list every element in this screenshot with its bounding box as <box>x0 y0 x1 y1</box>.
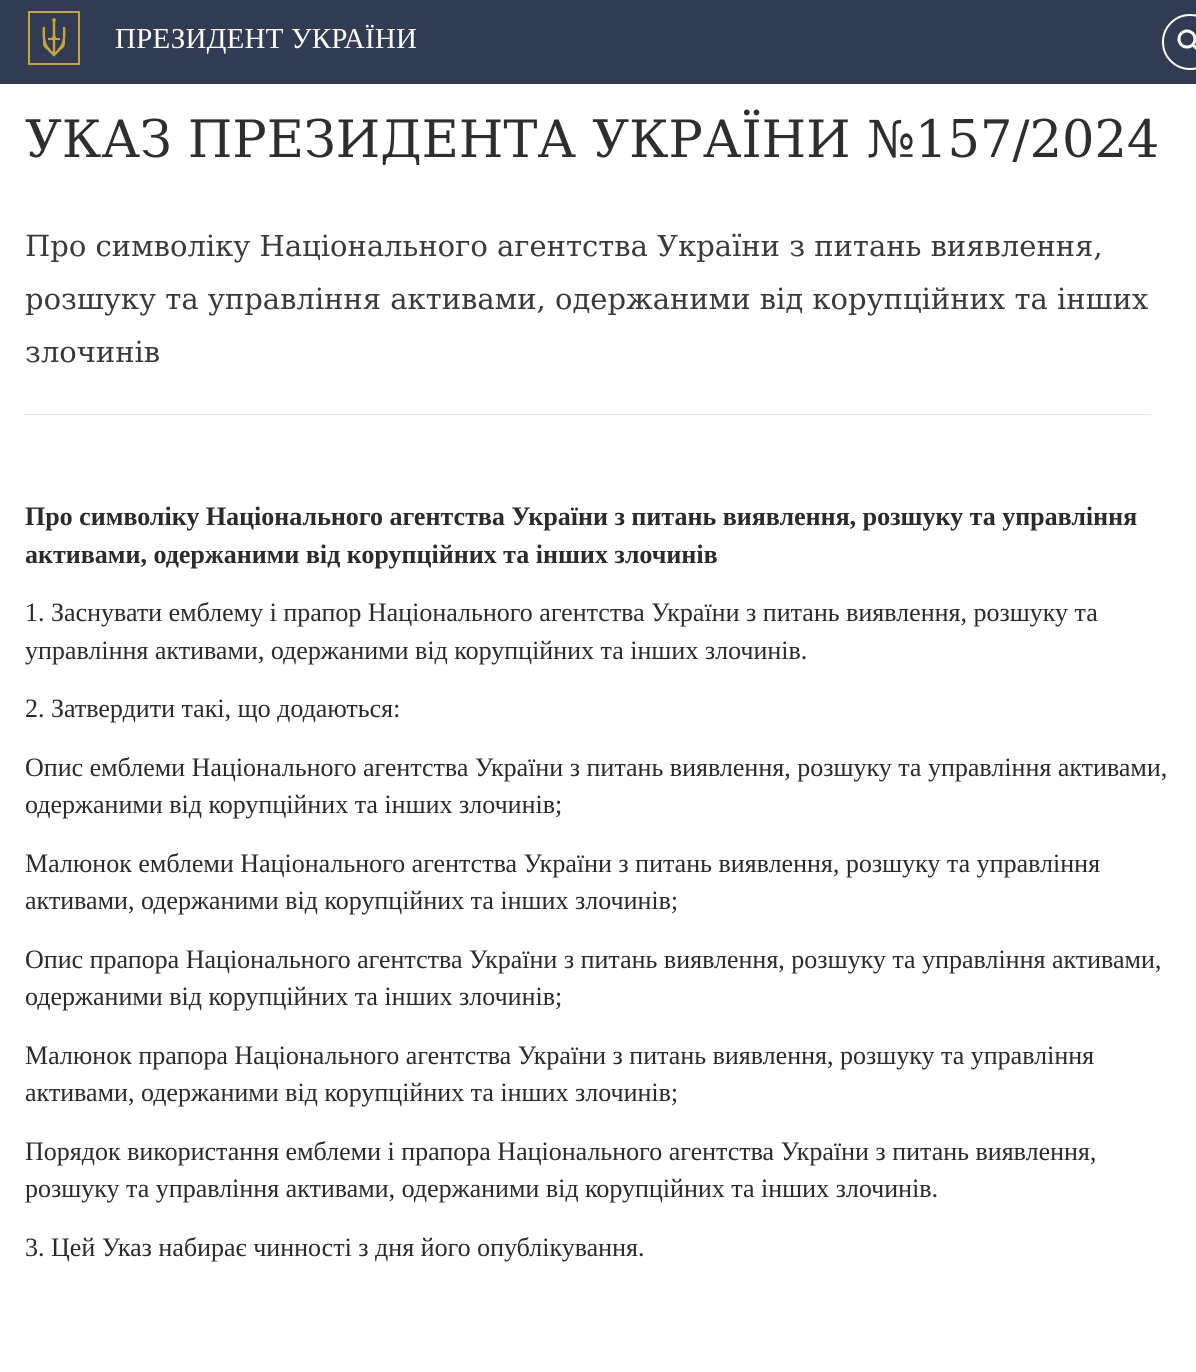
decree-paragraph: Опис прапора Національного агентства України з питань виявлення, розшуку та управління активами, одержаними від корупційних та інших злочинів; <box>25 944 1162 1011</box>
decree-text <box>25 498 1175 1287</box>
search-button[interactable] <box>1162 14 1196 70</box>
decree-paragraph: Малюнок емблеми Національного агентства України з питань виявлення, розшуку та управління активами, одержаними від корупційних та інших злочинів; <box>25 848 1101 915</box>
site-name-link[interactable]: ПРЕЗИДЕНТ УКРАЇНИ <box>115 23 418 55</box>
coat-of-arms-trident-icon <box>30 13 78 63</box>
page-title: УКАЗ ПРЕЗИДЕНТА УКРАЇНИ №157/2024 <box>25 111 1160 170</box>
search-icon <box>1174 26 1196 58</box>
decree-paragraph: Опис емблеми Національного агентства України з питань виявлення, розшуку та управління активами, одержаними від корупційних та інших злочинів; <box>25 752 1168 819</box>
decree-paragraph: 3. Цей Указ набирає чинності з дня його опублікування. <box>25 1232 645 1262</box>
decree-heading: Про символіку Національного агентства України з питань виявлення, розшуку та управління активами, одержаними від корупційних та інших злочинів <box>25 502 1138 569</box>
decree-paragraph: Малюнок прапора Національного агентства України з питань виявлення, розшуку та управління активами, одержаними від корупційних та інших злочинів; <box>25 1040 1095 1107</box>
decree-paragraph: Порядок використання емблеми і прапора Національного агентства України з питань виявлення, розшуку та управління активами, одержаними від корупційних та інших злочинів. <box>25 1136 1097 1203</box>
top-navigation-bar <box>0 0 1196 84</box>
page-subtitle: Про символіку Національного агентства України з питань виявлення, розшуку та управління активами, одержаними від корупційних та інших злочинів <box>25 229 1149 369</box>
decree-paragraph: 1. Заснувати емблему і прапор Національного агентства України з питань виявлення, розшуку та управління активами, одержаними від корупційних та інших злочинів. <box>25 598 1098 665</box>
decree-paragraph: 2. Затвердити такі, що додаються: <box>25 694 401 723</box>
divider <box>25 414 1150 415</box>
home-logo-link[interactable] <box>28 11 80 65</box>
